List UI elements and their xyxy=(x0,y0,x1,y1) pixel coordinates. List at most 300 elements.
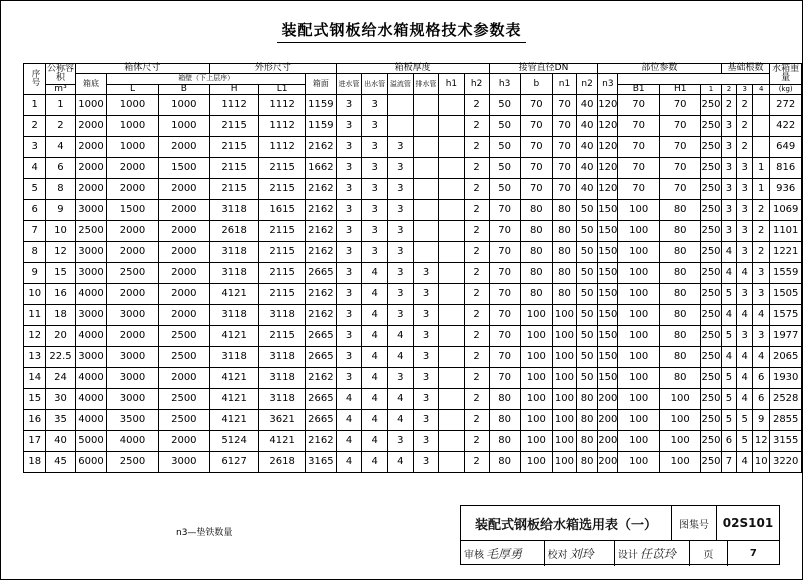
cell-dn-outlet: 70 xyxy=(520,116,552,137)
cell-thick-bottom: 3 xyxy=(336,221,362,242)
cell-B: 2500 xyxy=(107,263,158,284)
cell-H: 2500 xyxy=(158,347,209,368)
cell-H1: 2665 xyxy=(306,326,337,347)
cell-side-3: 3 xyxy=(413,305,439,326)
cell-dn-drain: 50 xyxy=(576,368,597,389)
cell-side-3 xyxy=(413,179,439,200)
cell-n1: 5 xyxy=(721,368,737,389)
cell-H: 2000 xyxy=(158,305,209,326)
cell-side-4 xyxy=(439,158,464,179)
cell-side-3 xyxy=(413,116,439,137)
cell-B: 3000 xyxy=(107,347,158,368)
cell-dn-drain: 80 xyxy=(576,452,597,473)
cell-B: 2500 xyxy=(107,452,158,473)
cell-H: 2000 xyxy=(158,221,209,242)
cell-volume: 20 xyxy=(46,326,75,347)
cell-L1: 3118 xyxy=(209,242,258,263)
cell-side-4 xyxy=(439,284,464,305)
cell-side-4 xyxy=(439,410,464,431)
th-B: B xyxy=(158,84,209,94)
cell-index: 4 xyxy=(24,158,46,179)
cell-dn-inlet: 70 xyxy=(489,368,520,389)
cell-h2: 70 xyxy=(618,137,660,158)
cell-n3 xyxy=(753,116,770,137)
cell-B1: 3118 xyxy=(259,305,306,326)
cell-L: 2000 xyxy=(75,116,107,137)
cell-L1: 2115 xyxy=(209,179,258,200)
cell-n2: 3 xyxy=(737,179,753,200)
cell-side-1: 3 xyxy=(362,179,388,200)
th-n2: n2 xyxy=(576,74,597,95)
cell-side-2: 3 xyxy=(388,368,414,389)
cell-B: 1000 xyxy=(107,95,158,116)
cell-n1: 3 xyxy=(721,137,737,158)
cell-n2: 2 xyxy=(737,137,753,158)
cell-H1: 2162 xyxy=(306,431,337,452)
cell-n3 xyxy=(753,137,770,158)
cell-H: 2000 xyxy=(158,242,209,263)
cell-side-3: 3 xyxy=(413,347,439,368)
cell-b: 250 xyxy=(701,116,721,137)
cell-n3 xyxy=(753,95,770,116)
cell-index: 16 xyxy=(24,410,46,431)
th-dn: 接管直径DN xyxy=(489,64,598,74)
cell-B: 2000 xyxy=(107,158,158,179)
page-label: 页 xyxy=(689,541,726,566)
cell-dn-inlet: 80 xyxy=(489,410,520,431)
cell-dn-overflow: 70 xyxy=(553,179,577,200)
cell-h3: 80 xyxy=(659,326,701,347)
cell-h3: 100 xyxy=(659,431,701,452)
cell-dn-drain: 50 xyxy=(576,221,597,242)
cell-L: 5000 xyxy=(75,431,107,452)
cell-n3: 3 xyxy=(753,326,770,347)
cell-n3: 3 xyxy=(753,284,770,305)
title-block-row-main xyxy=(461,506,779,541)
cell-n3: 3 xyxy=(753,263,770,284)
cell-L1: 2115 xyxy=(209,158,258,179)
cell-thick-top: 2 xyxy=(464,431,489,452)
th-h3: h3 xyxy=(489,74,520,95)
cell-thick-top: 2 xyxy=(464,284,489,305)
table-row xyxy=(24,263,802,284)
cell-L: 3000 xyxy=(75,305,107,326)
th-volume-unit: m³ xyxy=(46,84,75,94)
cell-dn-outlet: 100 xyxy=(520,452,552,473)
cell-n3: 1 xyxy=(753,179,770,200)
cell-B1: 2115 xyxy=(259,158,306,179)
cell-h1: 150 xyxy=(598,347,618,368)
cell-thick-bottom: 3 xyxy=(336,326,362,347)
cell-H1: 2665 xyxy=(306,410,337,431)
cell-thick-bottom: 3 xyxy=(336,368,362,389)
cell-side-2: 3 xyxy=(388,137,414,158)
cell-dn-overflow: 100 xyxy=(553,410,577,431)
cell-h2: 100 xyxy=(618,410,660,431)
cell-dn-overflow: 100 xyxy=(553,326,577,347)
cell-B1: 3118 xyxy=(259,368,306,389)
cell-n3: 2 xyxy=(753,242,770,263)
table-row xyxy=(24,200,802,221)
cell-side-2: 4 xyxy=(388,452,414,473)
cell-thick-bottom: 3 xyxy=(336,305,362,326)
table-row xyxy=(24,137,802,158)
cell-dn-drain: 50 xyxy=(576,305,597,326)
th-H1: H1 xyxy=(659,84,701,94)
cell-thick-bottom: 3 xyxy=(336,242,362,263)
cell-B1: 2618 xyxy=(259,452,306,473)
cell-side-4 xyxy=(439,305,464,326)
cell-side-3: 3 xyxy=(413,389,439,410)
cell-H: 2000 xyxy=(158,368,209,389)
cell-index: 17 xyxy=(24,431,46,452)
cell-dn-inlet: 70 xyxy=(489,326,520,347)
th-volume: 公称容积 xyxy=(46,63,74,83)
cell-b: 250 xyxy=(701,305,721,326)
cell-index: 3 xyxy=(24,137,46,158)
cell-weight: 1069 xyxy=(770,200,802,221)
cell-H1: 2162 xyxy=(306,179,337,200)
th-side-3: 3 xyxy=(737,84,753,94)
cell-L1: 1112 xyxy=(209,95,258,116)
table-row xyxy=(24,242,802,263)
cell-n2: 2 xyxy=(737,95,753,116)
cell-dn-overflow: 80 xyxy=(553,242,577,263)
cell-thick-bottom: 4 xyxy=(336,452,362,473)
cell-dn-overflow: 70 xyxy=(553,158,577,179)
cell-n1: 3 xyxy=(721,116,737,137)
cell-n1: 3 xyxy=(721,221,737,242)
cell-B1: 1615 xyxy=(259,200,306,221)
cell-weight: 422 xyxy=(770,116,802,137)
title-block-row-signatures xyxy=(461,541,779,566)
cell-thick-top: 2 xyxy=(464,242,489,263)
cell-H1: 3165 xyxy=(306,452,337,473)
cell-index: 11 xyxy=(24,305,46,326)
cell-h1: 150 xyxy=(598,368,618,389)
cell-h3: 100 xyxy=(659,452,701,473)
cell-dn-drain: 80 xyxy=(576,389,597,410)
cell-B: 4000 xyxy=(107,431,158,452)
cell-thick-bottom: 4 xyxy=(336,410,362,431)
th-base-count: 基础根数 xyxy=(721,64,770,74)
cell-side-2: 4 xyxy=(388,347,414,368)
cell-h3: 80 xyxy=(659,305,701,326)
cell-thick-top: 2 xyxy=(464,116,489,137)
cell-side-3: 3 xyxy=(413,284,439,305)
cell-volume: 10 xyxy=(46,221,75,242)
page-number: 7 xyxy=(727,541,779,566)
cell-index: 14 xyxy=(24,368,46,389)
cell-weight: 1977 xyxy=(770,326,802,347)
cell-weight: 2528 xyxy=(770,389,802,410)
cell-n2: 3 xyxy=(737,200,753,221)
cell-h1: 120 xyxy=(598,116,618,137)
cell-dn-overflow: 70 xyxy=(553,137,577,158)
cell-L: 6000 xyxy=(75,452,107,473)
check-label: 校对 xyxy=(547,550,568,561)
cell-L1: 5124 xyxy=(209,431,258,452)
cell-index: 13 xyxy=(24,347,46,368)
cell-side-4 xyxy=(439,452,464,473)
cell-L1: 3118 xyxy=(209,263,258,284)
cell-thick-top: 2 xyxy=(464,305,489,326)
cell-thick-bottom: 3 xyxy=(336,200,362,221)
cell-B1: 4121 xyxy=(259,431,306,452)
cell-B1: 3621 xyxy=(259,410,306,431)
cell-dn-inlet: 70 xyxy=(489,242,520,263)
cell-n1: 5 xyxy=(721,389,737,410)
cell-b: 250 xyxy=(701,137,721,158)
cell-h2: 100 xyxy=(618,242,660,263)
cell-h1: 200 xyxy=(598,410,618,431)
cell-b: 250 xyxy=(701,389,721,410)
cell-b: 250 xyxy=(701,95,721,116)
cell-dn-drain: 50 xyxy=(576,263,597,284)
th-H: H xyxy=(209,84,258,94)
cell-dn-overflow: 80 xyxy=(553,200,577,221)
cell-side-1: 3 xyxy=(362,137,388,158)
cell-weight: 1505 xyxy=(770,284,802,305)
cell-side-4 xyxy=(439,347,464,368)
cell-side-1: 4 xyxy=(362,389,388,410)
cell-thick-top: 2 xyxy=(464,263,489,284)
th-side-1: 1 xyxy=(701,84,721,94)
cell-H: 2000 xyxy=(158,200,209,221)
cell-L: 1000 xyxy=(75,95,107,116)
cell-volume: 16 xyxy=(46,284,75,305)
cell-index: 15 xyxy=(24,389,46,410)
th-h1: h1 xyxy=(439,74,464,95)
cell-volume: 12 xyxy=(46,242,75,263)
table-row xyxy=(24,221,802,242)
cell-H1: 2162 xyxy=(306,305,337,326)
cell-h2: 100 xyxy=(618,431,660,452)
cell-thick-bottom: 3 xyxy=(336,263,362,284)
cell-h2: 70 xyxy=(618,179,660,200)
cell-thick-bottom: 3 xyxy=(336,347,362,368)
th-L: L xyxy=(107,84,158,94)
cell-B: 3000 xyxy=(107,305,158,326)
cell-h2: 100 xyxy=(618,389,660,410)
cell-side-3 xyxy=(413,158,439,179)
cell-side-3 xyxy=(413,95,439,116)
cell-n2: 4 xyxy=(737,263,753,284)
cell-L: 2000 xyxy=(75,179,107,200)
cell-side-4 xyxy=(439,95,464,116)
table-row xyxy=(24,410,802,431)
cell-h2: 70 xyxy=(618,116,660,137)
cell-side-1: 3 xyxy=(362,221,388,242)
cell-H: 2000 xyxy=(158,137,209,158)
cell-h3: 80 xyxy=(659,347,701,368)
cell-dn-outlet: 80 xyxy=(520,242,552,263)
cell-H1: 2665 xyxy=(306,347,337,368)
cell-side-2 xyxy=(388,116,414,137)
cell-volume: 9 xyxy=(46,200,75,221)
cell-dn-drain: 50 xyxy=(576,326,597,347)
cell-thick-top: 2 xyxy=(464,137,489,158)
cell-dn-inlet: 70 xyxy=(489,200,520,221)
cell-dn-drain: 50 xyxy=(576,242,597,263)
cell-L1: 4121 xyxy=(209,389,258,410)
cell-h1: 150 xyxy=(598,200,618,221)
cell-thick-top: 2 xyxy=(464,452,489,473)
table-row xyxy=(24,431,802,452)
cell-side-1: 4 xyxy=(362,284,388,305)
cell-L: 4000 xyxy=(75,410,107,431)
cell-side-3 xyxy=(413,242,439,263)
cell-n3: 2 xyxy=(753,200,770,221)
cell-h2: 100 xyxy=(618,347,660,368)
cell-L: 3000 xyxy=(75,242,107,263)
cell-L: 4000 xyxy=(75,326,107,347)
cell-B: 2000 xyxy=(107,326,158,347)
cell-n2: 4 xyxy=(737,368,753,389)
cell-h1: 120 xyxy=(598,137,618,158)
cell-thick-top: 2 xyxy=(464,158,489,179)
atlas-number: 02S101 xyxy=(716,506,779,540)
cell-H: 1000 xyxy=(158,95,209,116)
cell-thick-top: 2 xyxy=(464,200,489,221)
cell-h2: 100 xyxy=(618,263,660,284)
cell-weight: 1930 xyxy=(770,368,802,389)
cell-side-4 xyxy=(439,242,464,263)
cell-n2: 3 xyxy=(737,242,753,263)
cell-n3: 12 xyxy=(753,431,770,452)
cell-weight: 2855 xyxy=(770,410,802,431)
cell-h2: 70 xyxy=(618,95,660,116)
cell-n1: 5 xyxy=(721,326,737,347)
cell-H: 2000 xyxy=(158,284,209,305)
check-cell xyxy=(544,541,614,566)
cell-side-1: 4 xyxy=(362,305,388,326)
cell-volume: 1 xyxy=(46,95,75,116)
atlas-label: 图集号 xyxy=(671,506,716,540)
th-B1: B1 xyxy=(618,84,660,94)
cell-dn-overflow: 70 xyxy=(553,116,577,137)
cell-thick-top: 2 xyxy=(464,389,489,410)
cell-dn-inlet: 80 xyxy=(489,452,520,473)
cell-H: 3000 xyxy=(158,452,209,473)
cell-dn-inlet: 70 xyxy=(489,347,520,368)
cell-B1: 2115 xyxy=(259,242,306,263)
design-cell xyxy=(614,541,689,566)
cell-volume: 18 xyxy=(46,305,75,326)
cell-n2: 3 xyxy=(737,326,753,347)
cell-side-2: 3 xyxy=(388,284,414,305)
cell-side-2: 3 xyxy=(388,200,414,221)
cell-weight: 2065 xyxy=(770,347,802,368)
cell-side-1: 4 xyxy=(362,347,388,368)
cell-n3: 4 xyxy=(753,347,770,368)
cell-side-2: 3 xyxy=(388,305,414,326)
cell-dn-outlet: 100 xyxy=(520,410,552,431)
cell-h3: 80 xyxy=(659,368,701,389)
cell-dn-drain: 80 xyxy=(576,410,597,431)
th-n3: n3 xyxy=(598,74,618,95)
cell-H: 2500 xyxy=(158,410,209,431)
cell-side-2: 3 xyxy=(388,158,414,179)
cell-n1: 3 xyxy=(721,158,737,179)
th-L1: L1 xyxy=(259,84,306,94)
cell-n1: 4 xyxy=(721,305,737,326)
cell-h3: 80 xyxy=(659,242,701,263)
th-side-4: 4 xyxy=(753,84,770,94)
cell-dn-overflow: 100 xyxy=(553,347,577,368)
table-header xyxy=(24,64,802,95)
cell-weight: 3220 xyxy=(770,452,802,473)
cell-b: 250 xyxy=(701,284,721,305)
cell-n2: 4 xyxy=(737,389,753,410)
cell-h1: 150 xyxy=(598,263,618,284)
cell-weight: 1101 xyxy=(770,221,802,242)
cell-b: 250 xyxy=(701,263,721,284)
cell-H1: 2162 xyxy=(306,368,337,389)
cell-side-2 xyxy=(388,95,414,116)
cell-side-3 xyxy=(413,200,439,221)
cell-volume: 22.5 xyxy=(46,347,75,368)
cell-B1: 3118 xyxy=(259,347,306,368)
th-body-size: 箱体尺寸 xyxy=(75,64,209,74)
th-n1: n1 xyxy=(553,74,577,95)
table-row xyxy=(24,158,802,179)
cell-dn-overflow: 100 xyxy=(553,389,577,410)
cell-B: 1000 xyxy=(107,116,158,137)
cell-thick-bottom: 4 xyxy=(336,431,362,452)
cell-dn-overflow: 80 xyxy=(553,221,577,242)
cell-H: 1500 xyxy=(158,158,209,179)
cell-h3: 70 xyxy=(659,95,701,116)
cell-H1: 2665 xyxy=(306,389,337,410)
cell-n2: 2 xyxy=(737,116,753,137)
cell-h3: 80 xyxy=(659,221,701,242)
cell-thick-top: 2 xyxy=(464,347,489,368)
cell-volume: 15 xyxy=(46,263,75,284)
table-row xyxy=(24,389,802,410)
design-label: 设计 xyxy=(617,550,638,561)
cell-weight: 1575 xyxy=(770,305,802,326)
cell-dn-drain: 40 xyxy=(576,179,597,200)
th-weight: 水箱重量 xyxy=(770,64,802,85)
cell-dn-inlet: 50 xyxy=(489,179,520,200)
cell-index: 10 xyxy=(24,284,46,305)
cell-weight: 1221 xyxy=(770,242,802,263)
cell-L1: 3118 xyxy=(209,347,258,368)
cell-side-1: 3 xyxy=(362,200,388,221)
cell-thick-top: 2 xyxy=(464,368,489,389)
th-weight-unit: (kg) xyxy=(770,84,802,94)
cell-dn-drain: 40 xyxy=(576,137,597,158)
cell-volume: 8 xyxy=(46,179,75,200)
cell-side-2: 3 xyxy=(388,263,414,284)
check-signature: 刘玲 xyxy=(569,547,594,561)
table-row xyxy=(24,305,802,326)
drawing-name: 装配式钢板给水箱选用表（一） xyxy=(474,517,657,533)
cell-weight: 816 xyxy=(770,158,802,179)
cell-B: 1000 xyxy=(107,137,158,158)
cell-side-2: 3 xyxy=(388,179,414,200)
cell-n3: 6 xyxy=(753,389,770,410)
cell-side-2: 4 xyxy=(388,326,414,347)
cell-B1: 2115 xyxy=(259,326,306,347)
th-thick-bottom: 箱底 xyxy=(75,74,107,95)
cell-b: 250 xyxy=(701,221,721,242)
cell-B1: 1112 xyxy=(259,116,306,137)
cell-thick-bottom: 3 xyxy=(336,158,362,179)
cell-n3: 2 xyxy=(753,221,770,242)
cell-thick-top: 2 xyxy=(464,326,489,347)
